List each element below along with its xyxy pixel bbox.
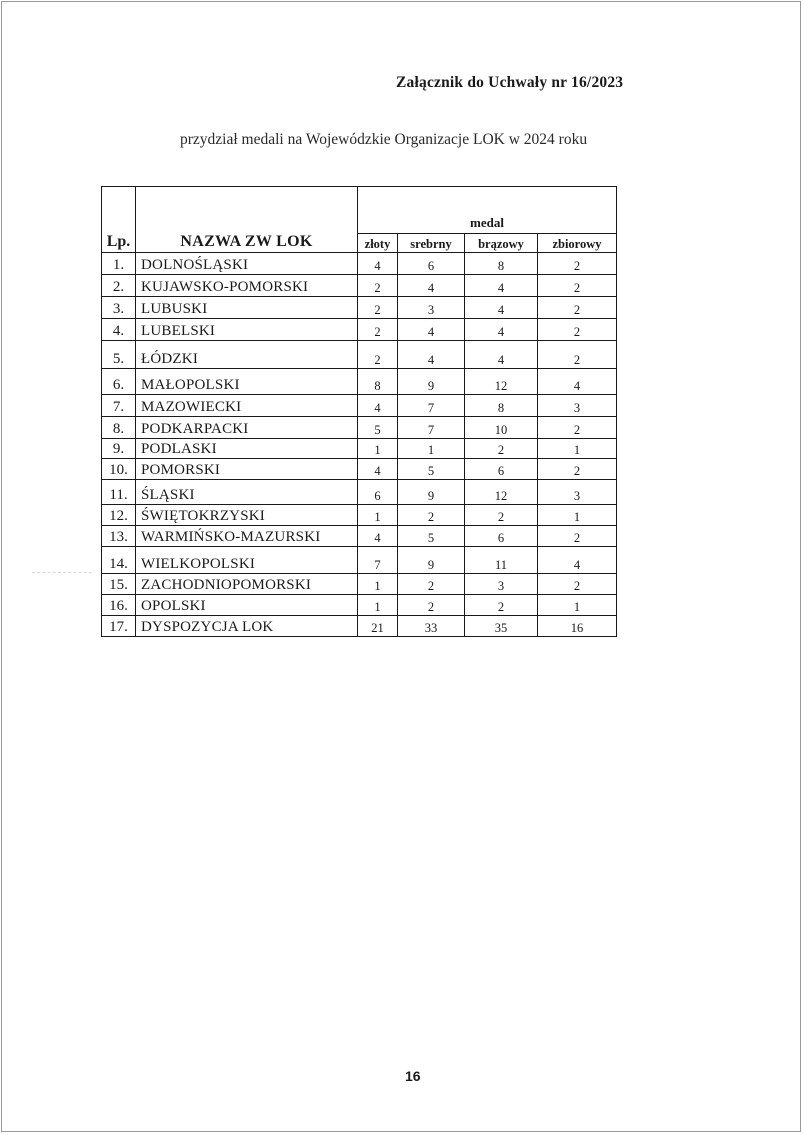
row-organization-name: WIELKOPOLSKI bbox=[136, 547, 358, 574]
row-medal-silver: 2 bbox=[398, 574, 465, 595]
row-medal-collective: 16 bbox=[538, 616, 617, 637]
row-medal-collective: 2 bbox=[538, 459, 617, 480]
table-row bbox=[102, 595, 617, 616]
row-lp: 3. bbox=[102, 297, 136, 319]
row-organization-name: MAZOWIECKI bbox=[136, 395, 358, 417]
row-medal-silver: 5 bbox=[398, 526, 465, 547]
table-row bbox=[102, 341, 617, 369]
row-lp: 4. bbox=[102, 319, 136, 341]
row-medal-gold: 4 bbox=[358, 253, 398, 275]
row-medal-bronze: 35 bbox=[465, 616, 538, 637]
row-organization-name: DOLNOŚLĄSKI bbox=[136, 253, 358, 275]
row-organization-name: OPOLSKI bbox=[136, 595, 358, 616]
row-medal-collective: 1 bbox=[538, 505, 617, 526]
table-row bbox=[102, 369, 617, 395]
row-medal-bronze: 4 bbox=[465, 319, 538, 341]
table-row bbox=[102, 616, 617, 637]
row-medal-collective: 4 bbox=[538, 547, 617, 574]
row-medal-silver: 7 bbox=[398, 417, 465, 439]
row-medal-bronze: 6 bbox=[465, 459, 538, 480]
row-lp: 7. bbox=[102, 395, 136, 417]
row-organization-name: WARMIŃSKO-MAZURSKI bbox=[136, 526, 358, 547]
row-medal-bronze: 10 bbox=[465, 417, 538, 439]
row-medal-gold: 4 bbox=[358, 459, 398, 480]
row-medal-silver: 1 bbox=[398, 439, 465, 459]
row-medal-gold: 4 bbox=[358, 526, 398, 547]
table-row bbox=[102, 505, 617, 526]
row-organization-name: LUBUSKI bbox=[136, 297, 358, 319]
row-lp: 1. bbox=[102, 253, 136, 275]
row-medal-silver: 3 bbox=[398, 297, 465, 319]
row-organization-name: POMORSKI bbox=[136, 459, 358, 480]
row-medal-gold: 2 bbox=[358, 341, 398, 369]
row-medal-collective: 4 bbox=[538, 369, 617, 395]
row-medal-collective: 2 bbox=[538, 275, 617, 297]
row-medal-silver: 7 bbox=[398, 395, 465, 417]
row-medal-collective: 2 bbox=[538, 341, 617, 369]
row-medal-silver: 6 bbox=[398, 253, 465, 275]
table-row bbox=[102, 297, 617, 319]
row-medal-collective: 1 bbox=[538, 439, 617, 459]
table-row bbox=[102, 547, 617, 574]
scan-artifact bbox=[32, 572, 92, 573]
row-medal-bronze: 12 bbox=[465, 369, 538, 395]
header-medal-group: medal bbox=[358, 187, 617, 234]
row-medal-silver: 9 bbox=[398, 480, 465, 505]
row-medal-bronze: 4 bbox=[465, 275, 538, 297]
row-medal-silver: 2 bbox=[398, 595, 465, 616]
table-row bbox=[102, 275, 617, 297]
document-subtitle: przydział medali na Wojewódzkie Organizacje LOK w 2024 roku bbox=[180, 131, 588, 148]
table-row bbox=[102, 395, 617, 417]
row-lp: 15. bbox=[102, 574, 136, 595]
row-medal-gold: 2 bbox=[358, 319, 398, 341]
row-lp: 2. bbox=[102, 275, 136, 297]
row-medal-silver: 33 bbox=[398, 616, 465, 637]
row-medal-bronze: 2 bbox=[465, 505, 538, 526]
row-organization-name: PODKARPACKI bbox=[136, 417, 358, 439]
row-medal-bronze: 12 bbox=[465, 480, 538, 505]
row-organization-name: ŚWIĘTOKRZYSKI bbox=[136, 505, 358, 526]
table-row bbox=[102, 480, 617, 505]
row-medal-gold: 7 bbox=[358, 547, 398, 574]
row-medal-bronze: 3 bbox=[465, 574, 538, 595]
row-lp: 11. bbox=[102, 480, 136, 505]
table-row bbox=[102, 526, 617, 547]
row-medal-silver: 4 bbox=[398, 275, 465, 297]
row-medal-gold: 1 bbox=[358, 505, 398, 526]
row-medal-gold: 1 bbox=[358, 439, 398, 459]
row-medal-gold: 2 bbox=[358, 297, 398, 319]
row-medal-gold: 1 bbox=[358, 595, 398, 616]
row-medal-silver: 5 bbox=[398, 459, 465, 480]
row-medal-collective: 1 bbox=[538, 595, 617, 616]
row-medal-collective: 2 bbox=[538, 297, 617, 319]
row-organization-name: PODLASKI bbox=[136, 439, 358, 459]
header-name: NAZWA ZW LOK bbox=[136, 187, 358, 253]
row-lp: 9. bbox=[102, 439, 136, 459]
row-lp: 14. bbox=[102, 547, 136, 574]
row-lp: 8. bbox=[102, 417, 136, 439]
row-lp: 6. bbox=[102, 369, 136, 395]
row-medal-silver: 2 bbox=[398, 505, 465, 526]
row-medal-bronze: 8 bbox=[465, 395, 538, 417]
row-organization-name: ŚLĄSKI bbox=[136, 480, 358, 505]
row-medal-collective: 2 bbox=[538, 526, 617, 547]
row-organization-name: DYSPOZYCJA LOK bbox=[136, 616, 358, 637]
header-medal-bronze: brązowy bbox=[465, 234, 538, 253]
row-medal-collective: 2 bbox=[538, 253, 617, 275]
row-medal-bronze: 11 bbox=[465, 547, 538, 574]
medal-allocation-table bbox=[101, 186, 617, 637]
row-medal-bronze: 6 bbox=[465, 526, 538, 547]
row-lp: 5. bbox=[102, 341, 136, 369]
table-row bbox=[102, 439, 617, 459]
row-medal-gold: 21 bbox=[358, 616, 398, 637]
header-lp: Lp. bbox=[102, 187, 136, 253]
row-medal-collective: 2 bbox=[538, 417, 617, 439]
table-row bbox=[102, 574, 617, 595]
row-medal-bronze: 4 bbox=[465, 297, 538, 319]
row-medal-silver: 4 bbox=[398, 319, 465, 341]
header-medal-silver: srebrny bbox=[398, 234, 465, 253]
row-medal-silver: 4 bbox=[398, 341, 465, 369]
row-medal-silver: 9 bbox=[398, 369, 465, 395]
row-medal-gold: 4 bbox=[358, 395, 398, 417]
row-medal-gold: 2 bbox=[358, 275, 398, 297]
row-medal-collective: 3 bbox=[538, 395, 617, 417]
row-medal-silver: 9 bbox=[398, 547, 465, 574]
row-lp: 12. bbox=[102, 505, 136, 526]
page-number: 16 bbox=[405, 1068, 421, 1084]
table-row bbox=[102, 253, 617, 275]
row-organization-name: ZACHODNIOPOMORSKI bbox=[136, 574, 358, 595]
row-medal-gold: 1 bbox=[358, 574, 398, 595]
row-medal-collective: 2 bbox=[538, 574, 617, 595]
row-lp: 10. bbox=[102, 459, 136, 480]
header-medal-gold: złoty bbox=[358, 234, 398, 253]
document-heading: Załącznik do Uchwały nr 16/2023 bbox=[396, 74, 624, 91]
row-medal-bronze: 4 bbox=[465, 341, 538, 369]
table-row bbox=[102, 459, 617, 480]
row-medal-collective: 2 bbox=[538, 319, 617, 341]
row-lp: 16. bbox=[102, 595, 136, 616]
row-organization-name: MAŁOPOLSKI bbox=[136, 369, 358, 395]
row-organization-name: ŁÓDZKI bbox=[136, 341, 358, 369]
row-medal-bronze: 2 bbox=[465, 595, 538, 616]
row-medal-bronze: 2 bbox=[465, 439, 538, 459]
row-medal-gold: 5 bbox=[358, 417, 398, 439]
row-medal-gold: 6 bbox=[358, 480, 398, 505]
table-row bbox=[102, 319, 617, 341]
row-lp: 13. bbox=[102, 526, 136, 547]
row-organization-name: KUJAWSKO-POMORSKI bbox=[136, 275, 358, 297]
row-medal-collective: 3 bbox=[538, 480, 617, 505]
row-medal-bronze: 8 bbox=[465, 253, 538, 275]
table-row bbox=[102, 417, 617, 439]
row-organization-name: LUBELSKI bbox=[136, 319, 358, 341]
header-medal-collective: zbiorowy bbox=[538, 234, 617, 253]
row-lp: 17. bbox=[102, 616, 136, 637]
row-medal-gold: 8 bbox=[358, 369, 398, 395]
